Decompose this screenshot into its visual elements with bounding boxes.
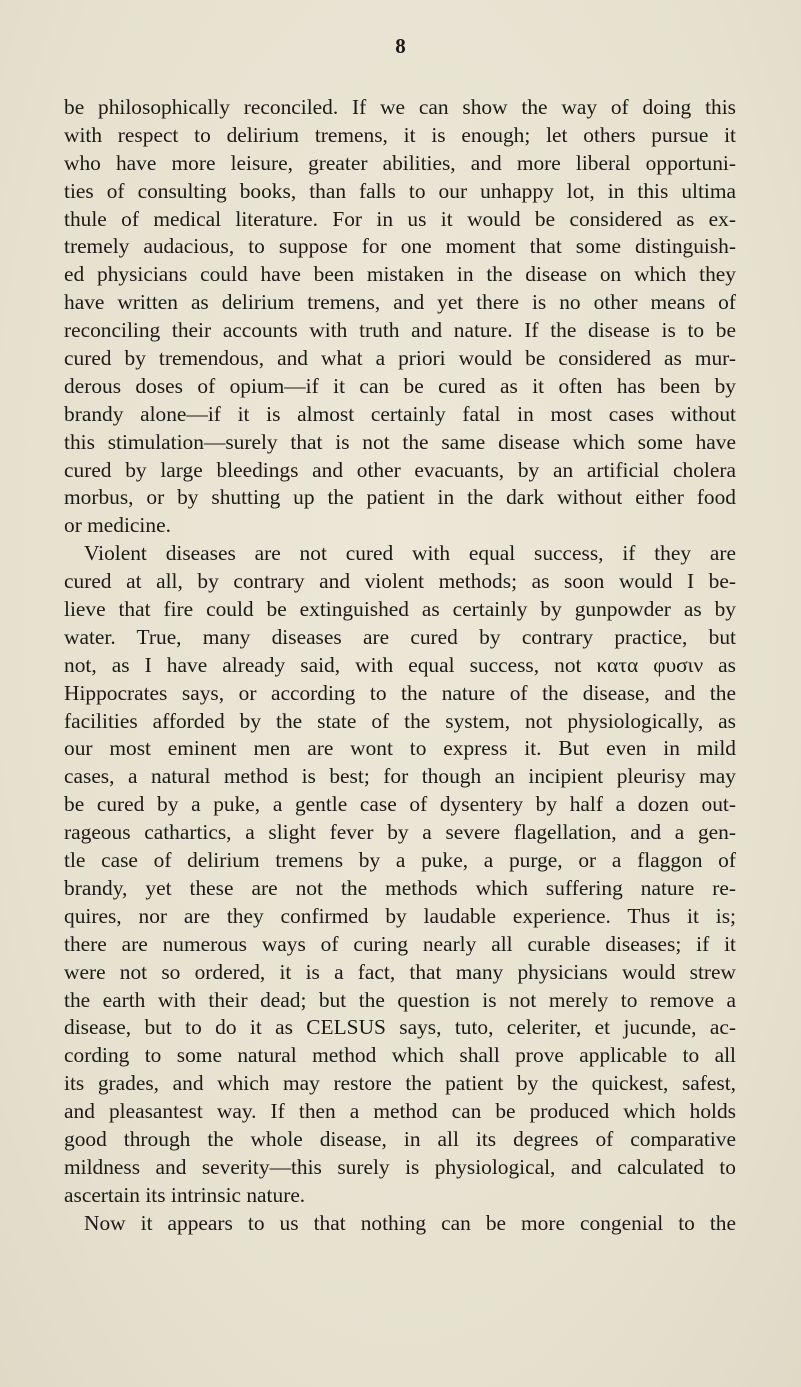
text-line: ed physicians could have been mistaken in the disease on which they xyxy=(64,262,736,287)
text-line: there are numerous ways of curing nearly all curable diseases; if it xyxy=(64,931,736,956)
text-line: or medicine. xyxy=(64,513,171,538)
text-line: its grades, and which may restore the patient by the quickest, safest, xyxy=(64,1071,736,1096)
text-line: derous doses of opium—if it can be cured as it often has been by xyxy=(64,373,736,398)
text-line: rageous cathartics, a slight fever by a severe flagellation, and a gen- xyxy=(64,820,736,845)
text-line: brandy alone—if it is almost certainly fatal in most cases without xyxy=(64,401,736,426)
text-line: with respect to delirium tremens, it is enough; let others pursue it xyxy=(64,122,736,147)
text-line: quires, nor are they confirmed by laudable experience. Thus it is; xyxy=(64,903,736,928)
text-line: lieve that fire could be extinguished as certainly by gunpowder as by xyxy=(64,597,736,622)
text-line: facilities afforded by the state of the system, not physiologically, as xyxy=(64,708,736,733)
text-line: cording to some natural method which shall prove applicable to all xyxy=(64,1043,736,1068)
text-line: the earth with their dead; but the question is not merely to remove a xyxy=(64,987,736,1012)
text-line: have written as delirium tremens, and yet there is no other means of xyxy=(64,290,736,315)
text-line: mildness and severity—this surely is physiological, and calculated to xyxy=(64,1154,736,1179)
text-line: cured by tremendous, and what a priori would be considered as mur- xyxy=(64,346,736,371)
text-line: Violent diseases are not cured with equal success, if they are xyxy=(84,541,736,566)
text-line: cured by large bleedings and other evacuants, by an artificial cholera xyxy=(64,457,736,482)
text-line: morbus, or by shutting up the patient in the dark without either food xyxy=(64,485,736,510)
text-line: this stimulation—surely that is not the same disease which some have xyxy=(64,429,736,454)
text-line: cases, a natural method is best; for though an incipient pleurisy may xyxy=(64,764,736,789)
text-line: thule of medical literature. For in us it would be considered as ex- xyxy=(64,206,736,231)
text-line: be cured by a puke, a gentle case of dysentery by half a dozen out- xyxy=(64,792,736,817)
text-line: were not so ordered, it is a fact, that many physicians would strew xyxy=(64,959,736,984)
text-line: tle case of delirium tremens by a puke, a purge, or a flaggon of xyxy=(64,848,736,873)
text-line: brandy, yet these are not the methods which suffering nature re- xyxy=(64,875,736,900)
text-line: good through the whole disease, in all its degrees of comparative xyxy=(64,1126,736,1151)
page-number: 8 xyxy=(395,34,406,58)
text-line: disease, but to do it as CELSUS says, tuto, celeriter, et jucunde, ac- xyxy=(64,1015,736,1040)
text-line: not, as I have already said, with equal success, not κατα φυσιν as xyxy=(64,652,736,677)
text-line: who have more leisure, greater abilities, and more liberal opportuni- xyxy=(64,150,736,175)
text-line: and pleasantest way. If then a method can be produced which holds xyxy=(64,1099,736,1124)
body-text xyxy=(64,94,736,1238)
text-line: ascertain its intrinsic nature. xyxy=(64,1182,306,1207)
text-line: water. True, many diseases are cured by contrary practice, but xyxy=(64,624,736,649)
text-line: be philosophically reconciled. If we can show the way of doing this xyxy=(64,95,736,119)
text-line: reconciling their accounts with truth and nature. If the disease is to be xyxy=(64,318,736,343)
text-line: Hippocrates says, or according to the nature of the disease, and the xyxy=(64,680,736,705)
text-line: Now it appears to us that nothing can be more congenial to the xyxy=(84,1210,736,1235)
text-line: our most eminent men are wont to express it. But even in mild xyxy=(64,736,736,761)
text-line: cured at all, by contrary and violent methods; as soon would I be- xyxy=(64,569,736,594)
text-line: tremely audacious, to suppose for one moment that some distinguish- xyxy=(64,234,736,259)
text-line: ties of consulting books, than falls to our unhappy lot, in this ultima xyxy=(64,178,736,203)
